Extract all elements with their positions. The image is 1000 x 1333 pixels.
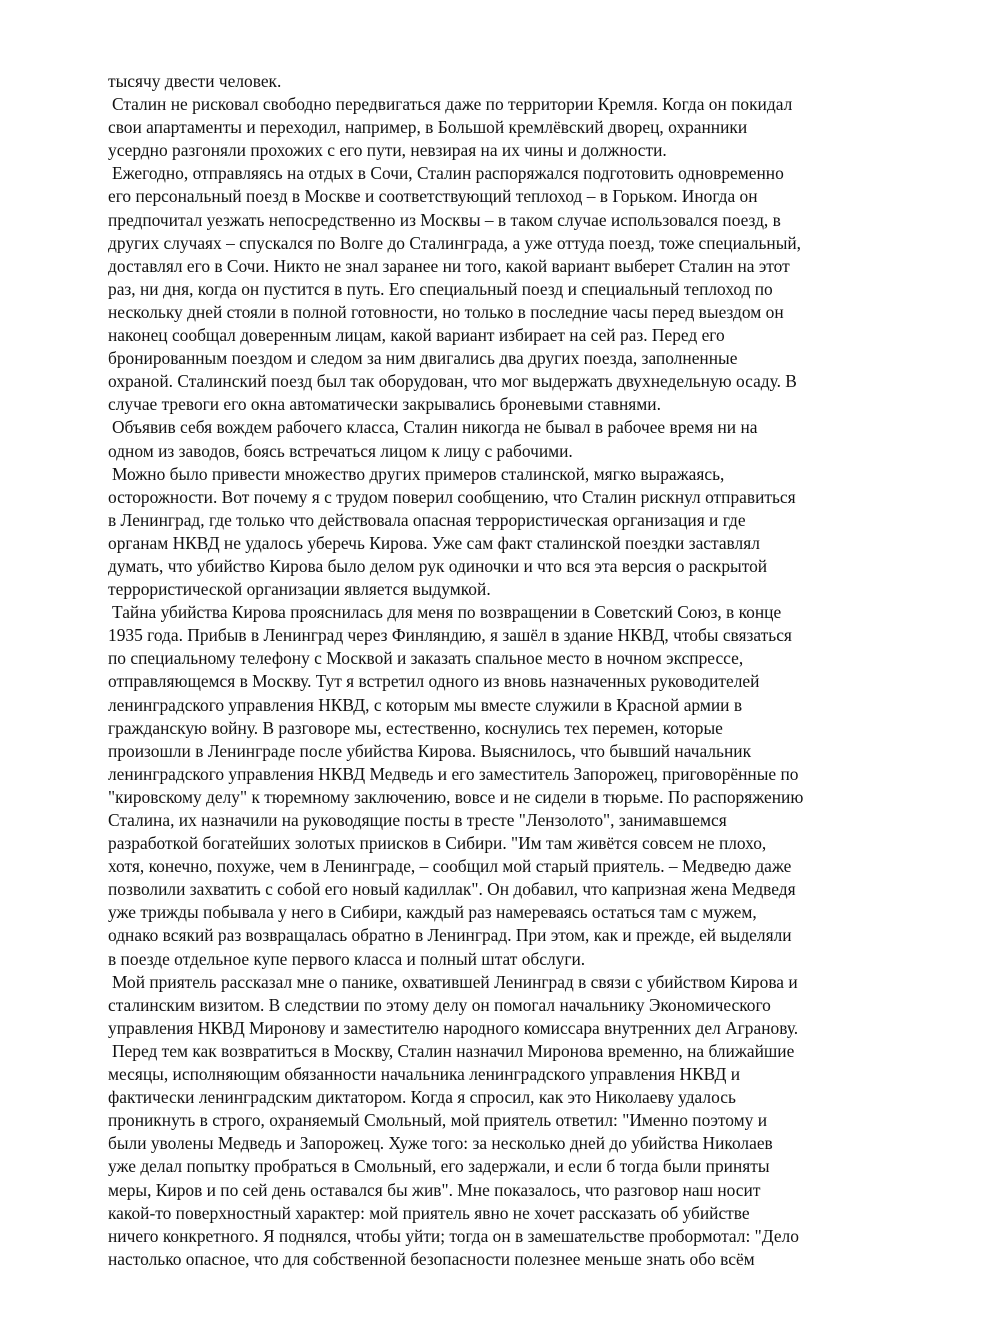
paragraph-4: Объявив себя вождем рабочего класса, Сталин никогда не бывал в рабочее время ни на одном из заводов, боясь встречаться лицом к лицу с рабочими. [108, 417, 758, 461]
paragraph-2: Сталин не рисковал свободно передвигаться даже по территории Кремля. Когда он покидал свои апартаменты и переходил, например, в Большой кремлёвский дворец, охранники усердно разгоняли прохожих с его пути, невзирая на их чины и должности. [108, 94, 793, 161]
paragraph-8: Перед тем как возвратиться в Москву, Сталин назначил Миронова временно, на ближайшие месяцы, исполняющим обязанности начальника ленинградского управления НКВД и фактически ленинградским диктатором. Когда я спросил, как это Николаеву удалось проникнуть в строго, охраняемый Смольный, мой приятель ответил: "Именно поэтому и были уволены Медведь и Запорожец. Хуже того: за несколько дней до убийства Николаев уже делал попытку пробраться в Смольный, его задержали, и если б тогда были приняты меры, Киров и по сей день оставался бы жив". Мне показалось, что разговор наш носит какой-то поверхностный характер: мой приятель явно не хочет рассказать об убийстве ничего конкретного. Я поднялся, чтобы уйти; тогда он в замешательстве пробормотал: "Дело настолько опасное, что для собственной безопасности полезнее меньше знать обо всём [108, 1040, 799, 1269]
paragraph-1: тысячу двести человек. [108, 71, 282, 91]
paragraph-7: Мой приятель рассказал мне о панике, охватившей Ленинград в связи с убийством Кирова и сталинским визитом. В следствии по этому делу он помогал начальнику Экономического управления НКВД Миронову и заместителю народного комиссара внутренних дел Агранову. [108, 971, 799, 1038]
paragraph-6: Тайна убийства Кирова прояснилась для меня по возвращении в Советский Союз, в конце 1935 года. Прибыв в Ленинград через Финляндию, я зашёл в здание НКВД, чтобы связаться по специальному телефону с Москвой и заказать спальное место в ночном экспрессе, отправляющемся в Москву. Тут я встретил одного из вновь назначенных руководителей ленинградского управления НКВД, с которым мы вместе служили в Красной армии в гражданскую войну. В разговоре мы, естественно, коснулись тех перемен, которые произошли в Ленинграде после убийства Кирова. Выяснилось, что бывший начальник ленинградского управления НКВД Медведь и его заместитель Запорожец, приговорённые по "кировскому делу" к тюремному заключению, вовсе и не сидели в тюрьме. По распоряжению Сталина, их назначили на руководящие посты в тресте "Лензолото", занимавшемся разработкой богатейших золотых приисков в Сибири. "Им там живётся совсем не плохо, хотя, конечно, похуже, чем в Ленинграде, – сообщил мой старый приятель. – Медведю даже позволили захватить с собой его новый кадиллак". Он добавил, что капризная жена Медведя уже трижды побывала у него в Сибири, каждый раз намереваясь остаться там с мужем, однако всякий раз возвращалась обратно в Ленинград. При этом, как и прежде, ей выделяли в поезде отдельное купе первого класса и полный штат обслуги. [108, 602, 804, 969]
paragraph-3: Ежегодно, отправляясь на отдых в Сочи, Сталин распоряжался подготовить одновременно его персональный поезд в Москве и соответствующий теплоход – в Горьком. Иногда он предпочитал уезжать непосредственно из Москвы – в таком случае использовался поезд, в других случаях – спускался по Волге до Сталинграда, а уже оттуда поезд, тоже специальный, доставлял его в Сочи. Никто не знал заранее ни того, какой вариант выберет Сталин на этот раз, ни дня, когда он пустится в путь. Его специальный поезд и специальный теплоход по нескольку дней стояли в полной готовности, но только в последние часы перед выездом он наконец сообщал доверенным лицам, какой вариант избирает на сей раз. Перед его бронированным поездом и следом за ним двигались два других поезда, заполненные охраной. Сталинский поезд был так оборудован, что мог выдержать двухнедельную осаду. В случае тревоги его окна автоматически закрывались броневыми ставнями. [108, 163, 802, 415]
paragraph-5: Можно было привести множество других примеров сталинской, мягко выражаясь, осторожности. Вот почему я с трудом поверил сообщению, что Сталин рискнул отправиться в Ленинград, где только что действовала опасная террористическая организация и где органам НКВД не удалось уберечь Кирова. Уже сам факт сталинской поездки заставлял думать, что убийство Кирова было делом рук одиночки и что вся эта версия о раскрытой террористической организации является выдумкой. [108, 463, 796, 600]
document-page [108, 70, 898, 1271]
